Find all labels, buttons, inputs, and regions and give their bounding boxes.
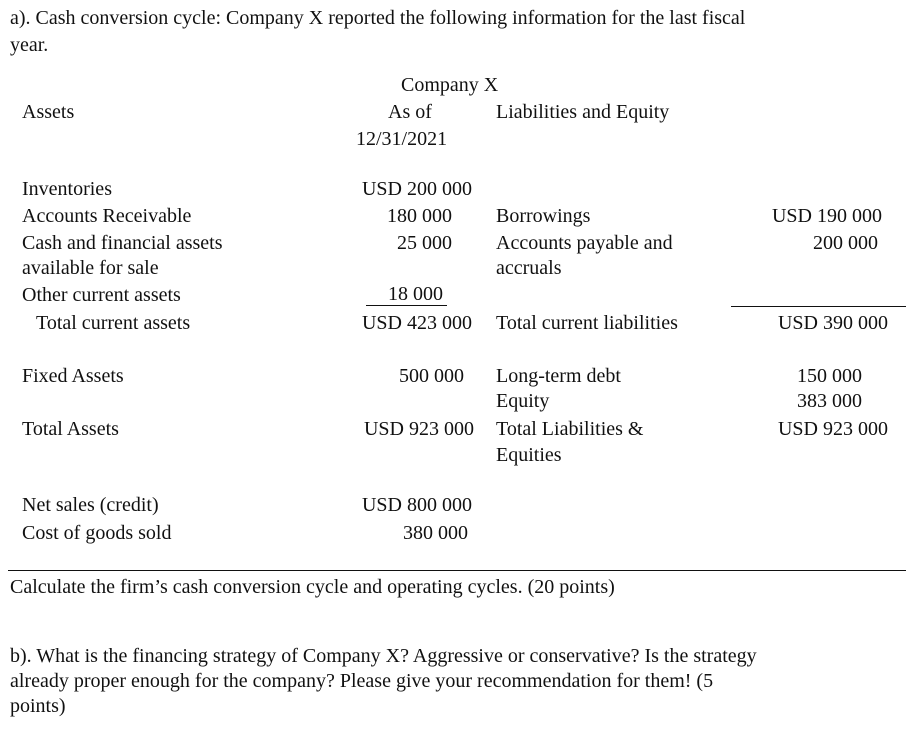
as-of-label: As of (388, 101, 432, 123)
total-liabilities-label-line2: Equities (496, 444, 562, 466)
long-term-debt-label: Long-term debt (496, 365, 621, 387)
question-b-line3: points) (10, 695, 66, 717)
prompt-a: Calculate the firm’s cash conversion cycle and operating cycles. (20 points) (10, 576, 615, 598)
other-current-assets-value: 18 000 (366, 283, 447, 306)
total-current-liabilities-rule (731, 306, 906, 307)
accounts-payable-label-line1: Accounts payable and (496, 232, 673, 254)
total-current-assets-label: Total current assets (36, 312, 191, 334)
cogs-value: 380 000 (403, 522, 468, 544)
total-assets-label: Total Assets (22, 418, 119, 440)
accounts-payable-value: 200 000 (813, 232, 878, 254)
cogs-label: Cost of goods sold (22, 522, 172, 544)
question-b-line2: already proper enough for the company? Please give your recommendation for them! (5 (10, 670, 714, 692)
accounts-receivable-value: 180 000 (387, 205, 452, 227)
total-current-liabilities-label: Total current liabilities (496, 312, 678, 334)
total-assets-value: USD 923 000 (363, 418, 474, 440)
fixed-assets-value: 500 000 (399, 365, 464, 387)
cash-label-line2: available for sale (22, 257, 159, 279)
question-b-line1: b). What is the financing strategy of Company X? Aggressive or conservative? Is the strategy (10, 645, 757, 667)
net-sales-value: USD 800 000 (361, 494, 472, 516)
company-name: Company X (401, 74, 499, 96)
equity-value: 383 000 (797, 390, 862, 412)
liabilities-equity-heading: Liabilities and Equity (496, 101, 670, 123)
inventories-value: USD 200 000 (361, 178, 472, 200)
fixed-assets-label: Fixed Assets (22, 365, 124, 387)
other-current-assets-label: Other current assets (22, 284, 181, 306)
total-liabilities-value: USD 923 000 (777, 418, 888, 440)
accounts-receivable-label: Accounts Receivable (22, 205, 192, 227)
question-a-line1: a). Cash conversion cycle: Company X reported the following information for the last fiscal (10, 7, 746, 29)
equity-label: Equity (496, 390, 550, 412)
accounts-payable-label-line2: accruals (496, 257, 562, 279)
inventories-label: Inventories (22, 178, 112, 200)
total-current-assets-value: USD 423 000 (361, 312, 472, 334)
borrowings-label: Borrowings (496, 205, 591, 227)
total-liabilities-label-line1: Total Liabilities & (496, 418, 644, 440)
cash-label-line1: Cash and financial assets (22, 232, 223, 254)
cash-value: 25 000 (397, 232, 452, 254)
long-term-debt-value: 150 000 (797, 365, 862, 387)
net-sales-label: Net sales (credit) (22, 494, 159, 516)
balance-date: 12/31/2021 (356, 128, 448, 150)
total-current-liabilities-value: USD 390 000 (777, 312, 888, 334)
borrowings-value: USD 190 000 (771, 205, 882, 227)
assets-heading: Assets (22, 101, 75, 123)
section-divider (8, 570, 906, 571)
question-a-line2: year. (10, 34, 49, 56)
